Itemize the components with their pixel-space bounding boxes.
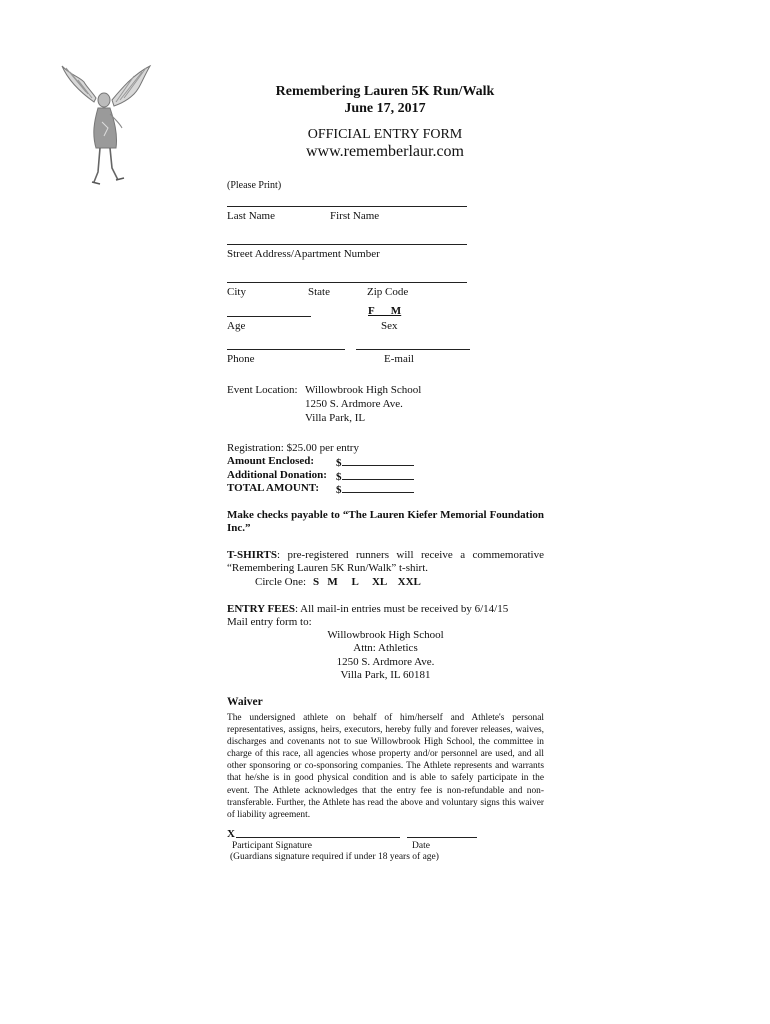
signature-field[interactable] bbox=[236, 837, 400, 838]
waiver-text: The undersigned athlete on behalf of him/herself and Athlete's personal representatives, assigns, heirs, executors, hereby fully and forever releases, waives, discharges and covenants not to sue Willowbrook High School, the committee in charge of this race, all agencies whose property and/or personnel are used, and all other sponsoring or co-sponsoring companies. The Athlete represents and warrants that he/she is in good physical condition and is able to safely participate in the event. The Athlete acknowledges that the entry fee is non-refundable and non-transferable. Further, the Athlete has read the above and voluntary signs this waiver of liability agreement. bbox=[227, 713, 544, 820]
mail-to-label: Mail entry form to: bbox=[227, 616, 312, 628]
street-field[interactable] bbox=[227, 244, 467, 245]
street-label: Street Address/Apartment Number bbox=[227, 248, 380, 260]
email-label: E-mail bbox=[384, 353, 414, 365]
signature-x-mark: X bbox=[227, 828, 235, 840]
tshirt-sizes[interactable]: S M L XL XXL bbox=[313, 576, 421, 588]
angel-figure-icon bbox=[58, 62, 158, 194]
dollar-sign: $ bbox=[336, 471, 342, 483]
sex-label: Sex bbox=[381, 320, 398, 332]
amount-enclosed-label: Amount Enclosed: bbox=[227, 455, 315, 467]
age-field[interactable] bbox=[227, 316, 311, 317]
sex-options[interactable]: F M bbox=[368, 305, 402, 317]
entry-fees-section bbox=[227, 603, 544, 615]
location-name: Willowbrook High School bbox=[305, 384, 422, 396]
tshirt-text: : pre-registered runners will receive a commemorative “Remembering Lauren 5K Run/Walk” t-shirt. bbox=[227, 549, 544, 574]
mail-address-1: Willowbrook High School bbox=[327, 629, 444, 641]
location-city: Villa Park, IL bbox=[305, 412, 366, 424]
total-amount-label: TOTAL AMOUNT: bbox=[227, 482, 319, 494]
state-label: State bbox=[308, 286, 330, 298]
phone-label: Phone bbox=[227, 353, 255, 365]
zip-label: Zip Code bbox=[367, 286, 409, 298]
entry-fees-label: ENTRY FEES bbox=[227, 603, 295, 615]
date-label: Date bbox=[412, 841, 430, 851]
total-amount-field[interactable] bbox=[336, 482, 414, 496]
additional-donation-label: Additional Donation: bbox=[227, 469, 327, 481]
location-address: 1250 S. Ardmore Ave. bbox=[305, 398, 403, 410]
website[interactable]: www.rememberlaur.com bbox=[305, 143, 464, 160]
mail-address-3: 1250 S. Ardmore Ave. bbox=[336, 656, 435, 668]
name-field[interactable] bbox=[227, 206, 467, 207]
entry-fees-text: : All mail-in entries must be received by 6/14/15 bbox=[294, 603, 509, 615]
dollar-sign: $ bbox=[336, 457, 342, 469]
amount-enclosed-field[interactable] bbox=[336, 455, 414, 469]
first-name-label: First Name bbox=[330, 210, 380, 222]
circle-one-label: Circle One: bbox=[255, 576, 307, 588]
email-field[interactable] bbox=[356, 349, 470, 350]
last-name-label: Last Name bbox=[227, 210, 275, 222]
mail-address-2: Attn: Athletics bbox=[353, 642, 418, 654]
participant-signature-label: Participant Signature bbox=[232, 841, 312, 851]
date-field[interactable] bbox=[407, 837, 477, 838]
tshirt-label: T-SHIRTS bbox=[227, 549, 277, 561]
tshirt-section bbox=[227, 549, 544, 575]
guardian-note: (Guardians signature required if under 18 years of age) bbox=[230, 852, 439, 862]
registration-fee: Registration: $25.00 per entry bbox=[227, 442, 359, 454]
age-label: Age bbox=[227, 320, 246, 332]
city-state-zip-field[interactable] bbox=[227, 282, 467, 283]
waiver-title: Waiver bbox=[227, 696, 263, 708]
mail-address-4: Villa Park, IL 60181 bbox=[340, 669, 431, 681]
please-print-note: (Please Print) bbox=[227, 180, 282, 191]
phone-field[interactable] bbox=[227, 349, 345, 350]
additional-donation-field[interactable] bbox=[336, 469, 414, 483]
event-title: Remembering Lauren 5K Run/Walk bbox=[275, 84, 495, 99]
dollar-sign: $ bbox=[336, 484, 342, 496]
city-label: City bbox=[227, 286, 246, 298]
form-title: OFFICIAL ENTRY FORM bbox=[307, 127, 463, 142]
location-label: Event Location: bbox=[227, 384, 298, 396]
event-date: June 17, 2017 bbox=[344, 101, 426, 116]
checks-payable-note: Make checks payable to “The Lauren Kiefer Memorial Foundation Inc.” bbox=[227, 509, 544, 534]
